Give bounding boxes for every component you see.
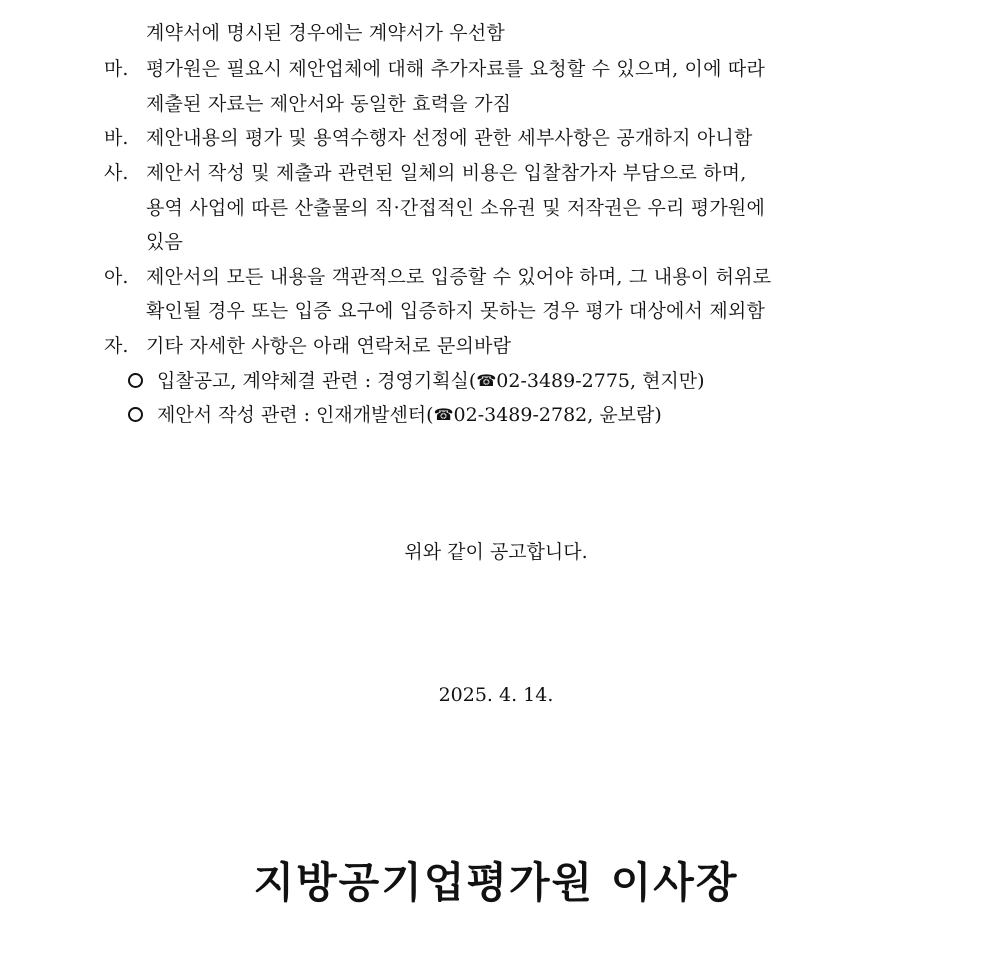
item-a-line-2: 확인될 경우 또는 입증 요구에 입증하지 못하는 경우 평가 대상에서 제외함: [146, 300, 766, 322]
item-ja-line-1: 기타 자세한 사항은 아래 연락처로 문의바람: [146, 335, 512, 357]
circle-bullet-icon: [128, 407, 143, 422]
item-sa-line-3: 있음: [146, 231, 184, 253]
item-marker-a: 아.: [104, 266, 129, 288]
contact-phone: 02-3489-2775, 현지만): [496, 370, 705, 392]
contact-row-proposal: [128, 402, 662, 429]
contact-row-bidding: [128, 368, 705, 395]
item-ba-line-1: 제안내용의 평가 및 용역수행자 선정에 관한 세부사항은 공개하지 아니함: [146, 127, 753, 149]
issuer-signature: 지방공기업평가원 이사장: [253, 858, 739, 907]
item-ma-line-1: 평가원은 필요시 제안업체에 대해 추가자료를 요청할 수 있으며, 이에 따라: [146, 58, 766, 80]
item-sa-line-1: 제안서 작성 및 제출과 관련된 일체의 비용은 입찰참가자 부담으로 하며,: [146, 162, 747, 184]
contact-phone: 02-3489-2782, 윤보람): [453, 404, 662, 426]
circle-bullet-icon: [128, 373, 143, 388]
notice-date: 2025. 4. 14.: [438, 684, 554, 706]
contact-label: 입찰공고, 계약체결 관련 : 경영기획실(: [157, 370, 477, 392]
phone-icon: ☎: [476, 371, 497, 390]
item-marker-ba: 바.: [104, 127, 129, 149]
item-marker-sa: 사.: [104, 162, 129, 184]
closing-statement: 위와 같이 공고합니다.: [404, 541, 588, 563]
item-marker-ja: 자.: [104, 335, 129, 357]
contact-label: 제안서 작성 관련 : 인재개발센터(: [157, 404, 434, 426]
item-continuation-line: 계약서에 명시된 경우에는 계약서가 우선함: [146, 22, 505, 44]
item-sa-line-2: 용역 사업에 따른 산출물의 직·간접적인 소유권 및 저작권은 우리 평가원에: [146, 197, 766, 219]
phone-icon: ☎: [433, 405, 454, 424]
item-a-line-1: 제안서의 모든 내용을 객관적으로 입증할 수 있어야 하며, 그 내용이 허위로: [146, 266, 772, 288]
item-ma-line-2: 제출된 자료는 제안서와 동일한 효력을 가짐: [146, 93, 512, 115]
item-marker-ma: 마.: [104, 58, 129, 80]
